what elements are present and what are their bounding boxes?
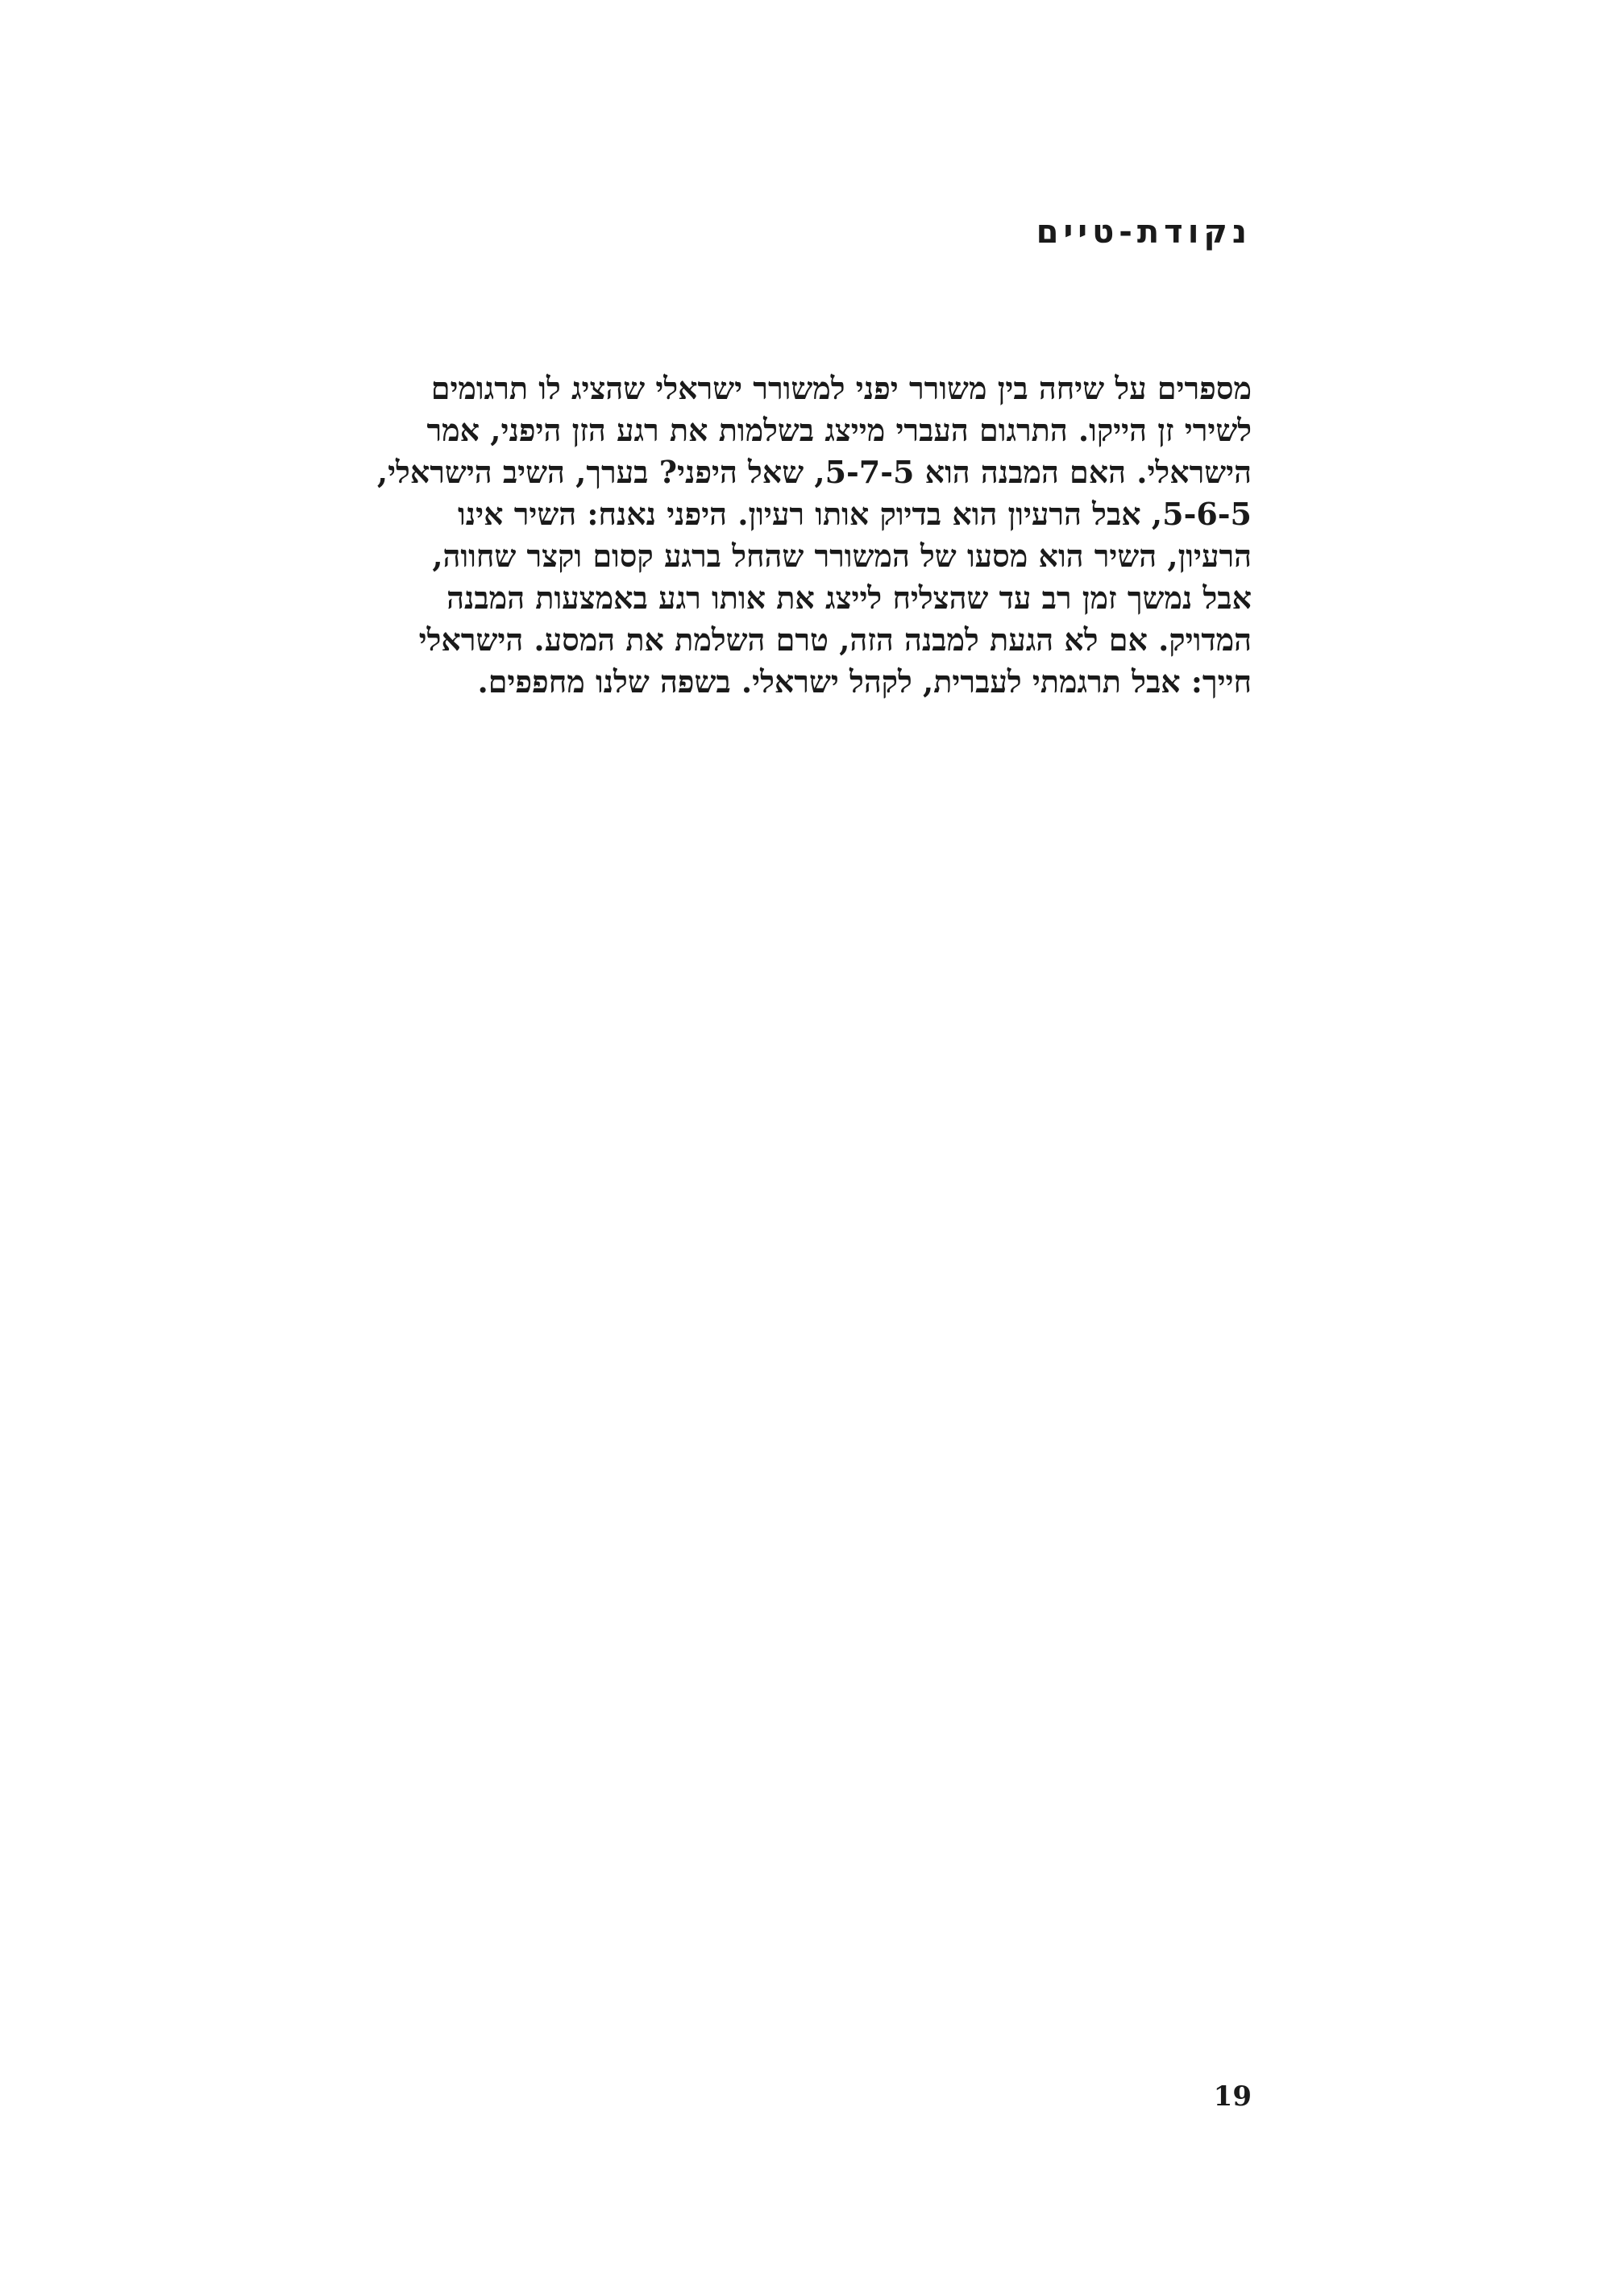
- paragraph-line: מספרים על שיחה בין משורר יפני למשורר ישראלי שהציג לו תרגומים: [430, 370, 1252, 406]
- paragraph-line: הרעיון, השיר הוא מסעו של המשורר שהחל ברגע קסום וקצר שחווה,: [432, 538, 1252, 574]
- running-title: נקודת-טיים: [1036, 214, 1252, 251]
- body-paragraph: [317, 368, 1252, 703]
- paragraph-line: חייך: אבל תרגמתי לעברית, לקהל ישראלי. בשפה שלנו מחפפים.: [477, 663, 1252, 700]
- page-number: 19: [1213, 2080, 1252, 2113]
- paragraph-line: המדויק. אם לא הגעת למבנה הזה, טרם השלמת את המסע. הישראלי: [418, 621, 1252, 658]
- paragraph-line: הישראלי. האם המבנה הוא 5-7-5, שאל היפני? בערך, השיב הישראלי,: [376, 454, 1252, 490]
- paragraph-line: אבל נמשך זמן רב עד שהצליח לייצג את אותו רגע באמצעות המבנה: [446, 580, 1252, 616]
- paragraph-line: לשירי זן הייקו. התרגום העברי מייצג בשלמות את רגע הזן היפני, אמר: [426, 412, 1252, 448]
- paragraph-line: 5-6-5, אבל הרעיון הוא בדיוק אותו רעיון. היפני נאנח: השיר אינו: [458, 496, 1252, 532]
